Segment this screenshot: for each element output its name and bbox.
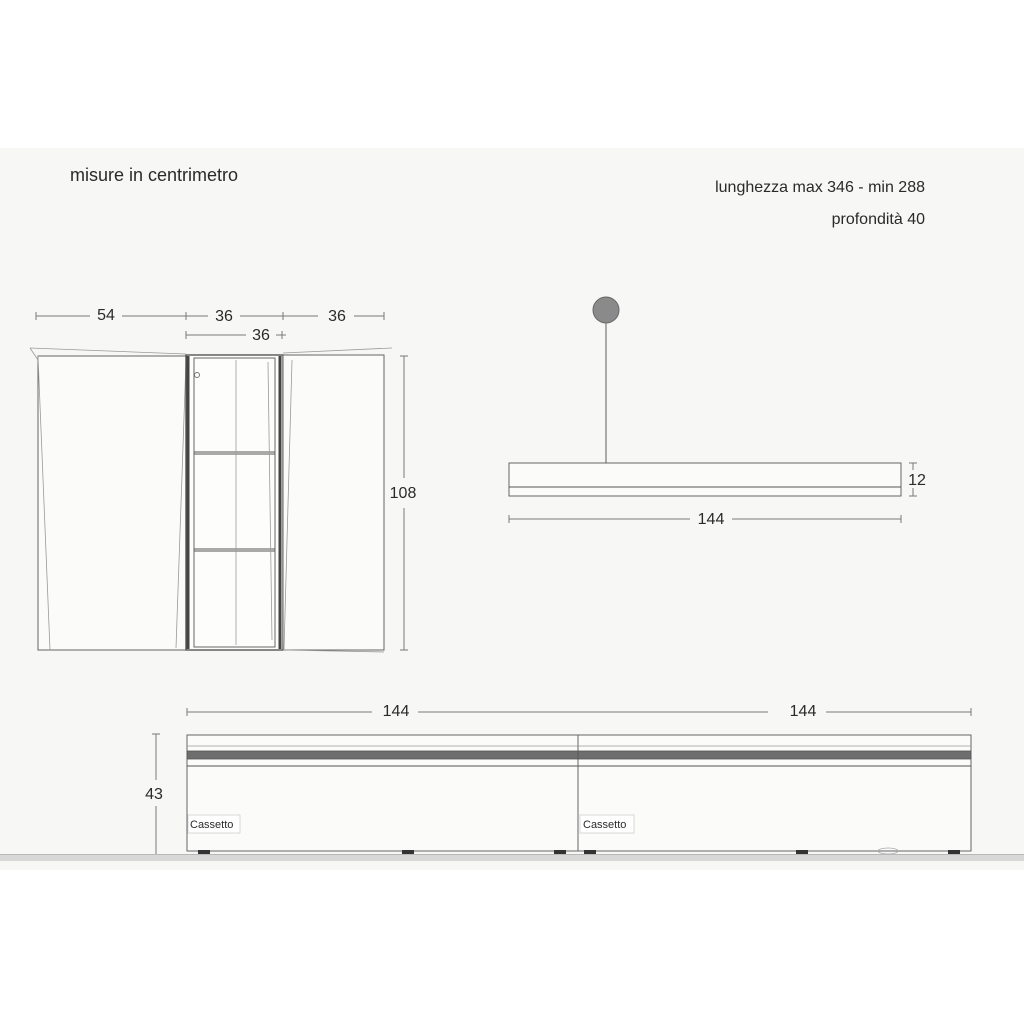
glass-cabinet: [186, 355, 283, 650]
shelf-height-label: 12: [908, 472, 926, 489]
right-width-label: 36: [328, 308, 346, 325]
length-note: lunghezza max 346 - min 288: [715, 179, 925, 196]
depth-note: profondità 40: [831, 211, 925, 228]
floor-line: [0, 854, 1024, 858]
shelf-width-label: 144: [697, 511, 725, 528]
base-right-width-label: 144: [789, 703, 817, 720]
base-unit: [145, 703, 971, 856]
left-width-label: 54: [97, 307, 115, 324]
base-module-left: [187, 735, 578, 851]
top-band-left: [187, 751, 578, 759]
floating-shelf: [509, 297, 926, 528]
shelf-body: [509, 463, 901, 496]
wall-unit-height-label: 108: [389, 485, 417, 502]
base-left-width-label: 144: [382, 703, 410, 720]
left-cabinet-panel: [30, 348, 186, 650]
right-cabinet-panel: [283, 348, 392, 652]
base-unit-width-dimension: [187, 708, 971, 716]
wall-unit: [30, 307, 416, 652]
base-unit-height-label: 43: [145, 786, 163, 803]
glass-inner-width-label: 36: [252, 327, 270, 344]
wall-unit-height-dimension: [400, 356, 408, 650]
base-module-right: [578, 735, 971, 851]
pendant-lamp-icon: [593, 297, 619, 323]
drawer-label-left: Cassetto: [190, 819, 234, 831]
top-band-right: [578, 751, 971, 759]
glass-inner-dimension: [186, 331, 286, 339]
units-note: misure in centrimetro: [70, 165, 239, 185]
glass-width-label: 36: [215, 308, 233, 325]
drawer-label-right: Cassetto: [583, 819, 627, 831]
